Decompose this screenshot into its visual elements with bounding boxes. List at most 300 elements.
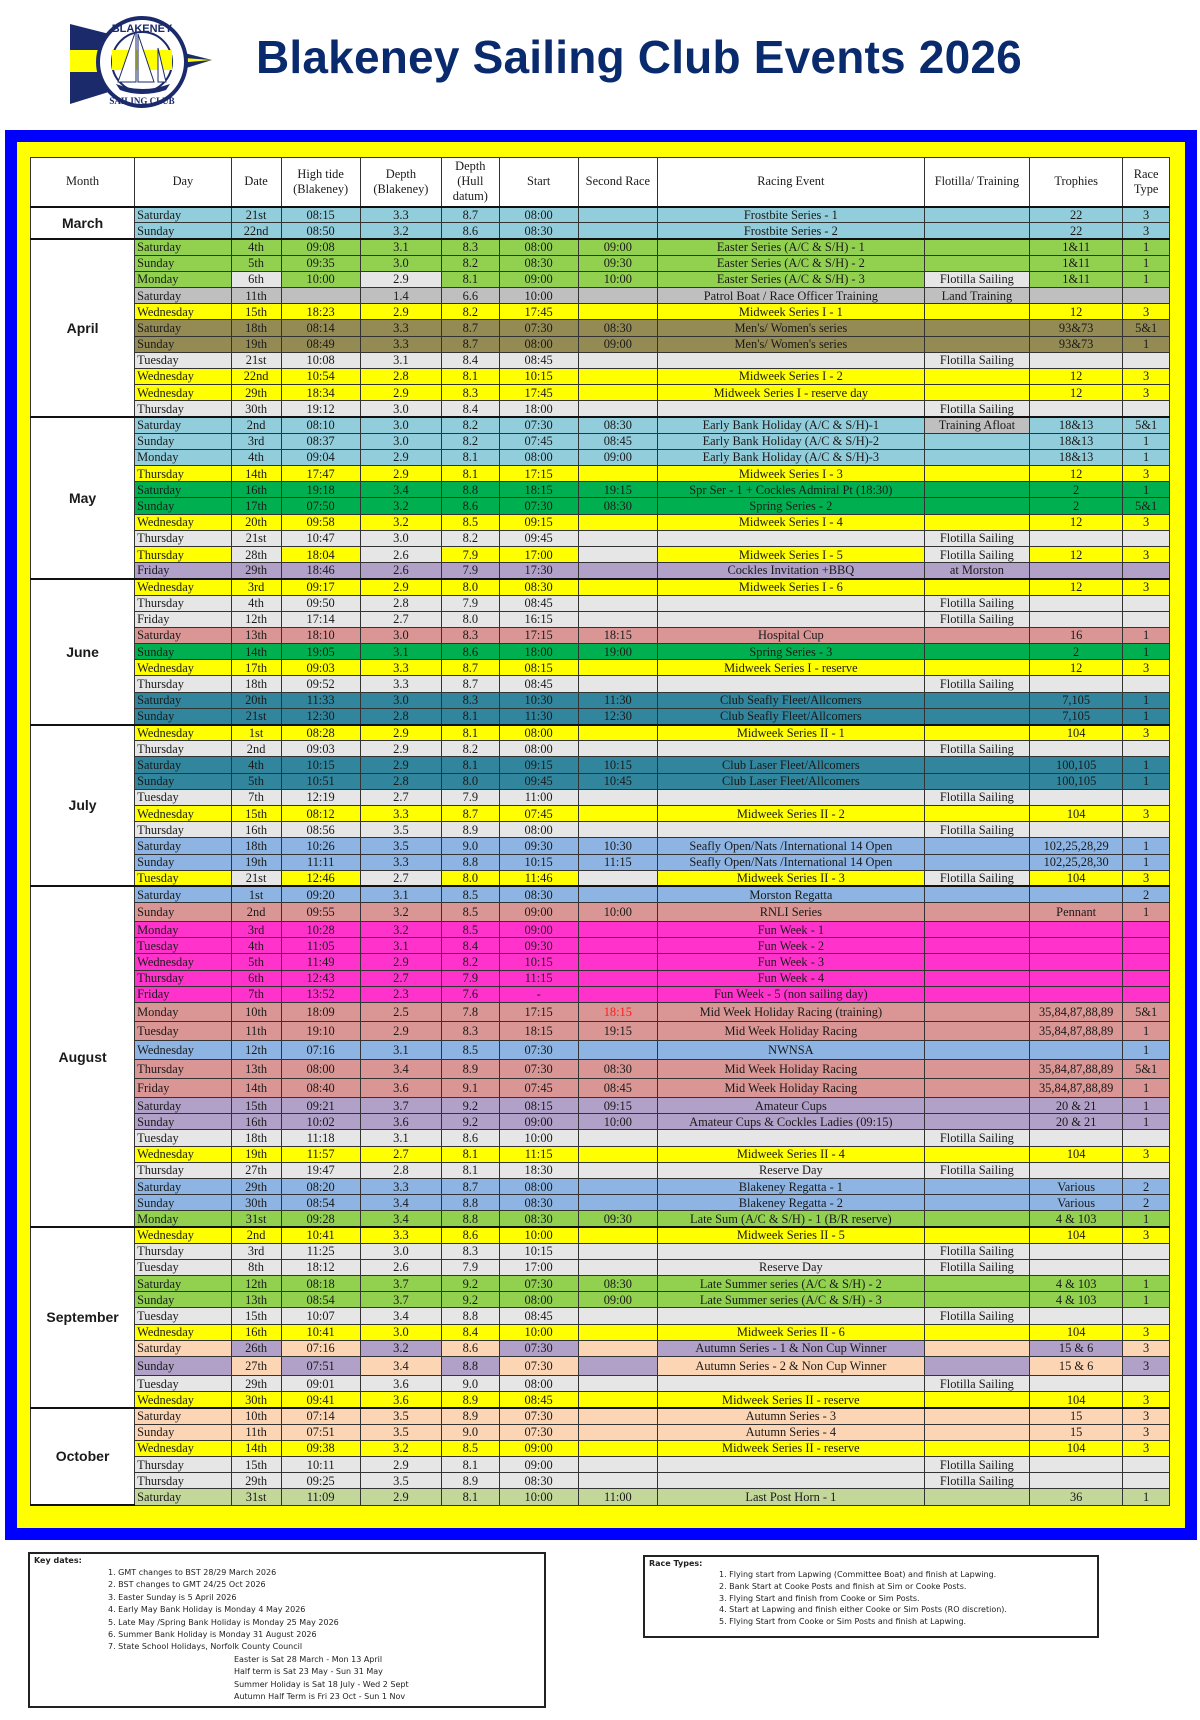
day-cell: Saturday (135, 417, 232, 433)
high-tide-cell: 08:12 (281, 805, 360, 821)
second-race-cell (578, 1357, 657, 1376)
depth-hull-cell: 8.6 (442, 223, 499, 239)
depth-hull-cell: 8.4 (442, 938, 499, 954)
depth-hull-cell: 7.9 (442, 563, 499, 579)
racing-event-cell: Midweek Series I - 2 (657, 368, 924, 384)
high-tide-cell: 11:09 (281, 1489, 360, 1505)
depth-blakeney-cell: 3.3 (360, 1178, 441, 1194)
table-row (31, 271, 1170, 287)
start-cell: 10:15 (499, 854, 578, 870)
race-type-cell: 1 (1123, 1079, 1170, 1098)
start-cell: 07:45 (499, 433, 578, 449)
flotilla-cell (924, 692, 1029, 708)
key-date-item: 2. BST changes to GMT 24/25 Oct 2026 (108, 1580, 266, 1590)
column-header: Racing Event (657, 158, 924, 207)
date-cell: 10th (231, 1003, 281, 1022)
second-race-cell: 08:30 (578, 417, 657, 433)
high-tide-cell: 09:03 (281, 660, 360, 676)
depth-hull-cell: 8.8 (442, 1211, 499, 1227)
key-date-item: 3. Easter Sunday is 5 April 2026 (108, 1592, 237, 1602)
table-row (31, 660, 1170, 676)
race-type-cell (1123, 986, 1170, 1002)
trophies-cell: 15 & 6 (1030, 1357, 1123, 1376)
table-row (31, 514, 1170, 530)
trophies-cell (1030, 1130, 1123, 1146)
flotilla-cell (924, 938, 1029, 954)
day-cell: Thursday (135, 1243, 232, 1259)
day-cell: Tuesday (135, 1022, 232, 1041)
start-cell: 10:15 (499, 368, 578, 384)
high-tide-cell: 09:04 (281, 449, 360, 465)
high-tide-cell: 18:12 (281, 1259, 360, 1275)
racing-event-cell: Hospital Cup (657, 627, 924, 643)
trophies-cell: 35,84,87,88,89 (1030, 1060, 1123, 1079)
depth-hull-cell: 8.0 (442, 773, 499, 789)
second-race-cell: 11:30 (578, 692, 657, 708)
day-cell: Saturday (135, 692, 232, 708)
depth-blakeney-cell: 2.9 (360, 725, 441, 741)
second-race-cell (578, 466, 657, 482)
flotilla-cell (924, 255, 1029, 271)
high-tide-cell: 11:18 (281, 1130, 360, 1146)
table-row (31, 1424, 1170, 1440)
racing-event-cell: Midweek Series II - 1 (657, 725, 924, 741)
second-race-cell (578, 1195, 657, 1211)
table-row (31, 1392, 1170, 1408)
flotilla-cell: Flotilla Sailing (924, 352, 1029, 368)
racing-event-cell: Midweek Series I - 1 (657, 304, 924, 320)
high-tide-cell: 11:49 (281, 954, 360, 970)
race-type-cell: 3 (1123, 805, 1170, 821)
trophies-cell: 18&13 (1030, 417, 1123, 433)
day-cell: Tuesday (135, 1308, 232, 1324)
key-dates-box (28, 1552, 546, 1708)
trophies-cell: 18&13 (1030, 433, 1123, 449)
day-cell: Saturday (135, 320, 232, 336)
racing-event-cell: Morston Regatta (657, 886, 924, 902)
race-type-cell: 3 (1123, 1324, 1170, 1340)
column-header: Start (499, 158, 578, 207)
trophies-cell (1030, 1259, 1123, 1275)
flotilla-cell (924, 954, 1029, 970)
date-cell: 15th (231, 1456, 281, 1472)
start-cell: 17:45 (499, 304, 578, 320)
racing-event-cell (657, 1456, 924, 1472)
trophies-cell: 104 (1030, 1227, 1123, 1243)
depth-hull-cell: 8.1 (442, 1489, 499, 1505)
table-row (31, 320, 1170, 336)
start-cell: 08:00 (499, 822, 578, 838)
trophies-cell (1030, 822, 1123, 838)
race-type-cell: 1 (1123, 627, 1170, 643)
date-cell: 14th (231, 466, 281, 482)
start-cell: 09:15 (499, 514, 578, 530)
date-cell: 2nd (231, 1227, 281, 1243)
month-cell: October (31, 1408, 135, 1505)
racing-event-cell: Men's/ Women's series (657, 336, 924, 352)
depth-blakeney-cell: 2.7 (360, 870, 441, 886)
table-row (31, 644, 1170, 660)
second-race-cell: 10:00 (578, 903, 657, 922)
depth-hull-cell: 8.6 (442, 498, 499, 514)
flotilla-cell (924, 854, 1029, 870)
flotilla-cell (924, 1340, 1029, 1356)
depth-hull-cell: 8.8 (442, 1195, 499, 1211)
table-row (31, 1473, 1170, 1489)
high-tide-cell (281, 287, 360, 303)
day-cell: Thursday (135, 741, 232, 757)
table-row (31, 986, 1170, 1002)
depth-blakeney-cell: 3.2 (360, 922, 441, 938)
table-row (31, 1098, 1170, 1114)
date-cell: 21st (231, 708, 281, 724)
second-race-cell: 11:15 (578, 854, 657, 870)
racing-event-cell: Midweek Series II - 5 (657, 1227, 924, 1243)
high-tide-cell: 12:46 (281, 870, 360, 886)
racing-event-cell: Amateur Cups & Cockles Ladies (09:15) (657, 1114, 924, 1130)
high-tide-cell: 08:10 (281, 417, 360, 433)
start-cell: 08:00 (499, 1376, 578, 1392)
table-row (31, 708, 1170, 724)
flotilla-cell: Flotilla Sailing (924, 401, 1029, 417)
race-type-cell (1123, 611, 1170, 627)
race-type-cell: 1 (1123, 854, 1170, 870)
start-cell: 11:46 (499, 870, 578, 886)
depth-blakeney-cell: 3.1 (360, 239, 441, 255)
trophies-cell (1030, 1456, 1123, 1472)
second-race-cell (578, 401, 657, 417)
depth-blakeney-cell: 3.5 (360, 1473, 441, 1489)
second-race-cell (578, 922, 657, 938)
date-cell: 29th (231, 1178, 281, 1194)
start-cell: 07:30 (499, 1060, 578, 1079)
day-cell: Wednesday (135, 725, 232, 741)
start-cell: 08:00 (499, 725, 578, 741)
race-type-cell (1123, 954, 1170, 970)
depth-hull-cell: 8.7 (442, 805, 499, 821)
depth-blakeney-cell: 3.6 (360, 1376, 441, 1392)
school-holiday-item: Easter is Sat 28 March - Mon 13 April (234, 1655, 383, 1664)
depth-hull-cell: 8.1 (442, 271, 499, 287)
start-cell: 17:15 (499, 466, 578, 482)
start-cell: 11:30 (499, 708, 578, 724)
trophies-cell: 4 & 103 (1030, 1276, 1123, 1292)
day-cell: Sunday (135, 1195, 232, 1211)
second-race-cell (578, 1473, 657, 1489)
day-cell: Saturday (135, 627, 232, 643)
depth-blakeney-cell: 3.2 (360, 514, 441, 530)
second-race-cell (578, 822, 657, 838)
race-type-cell: 3 (1123, 466, 1170, 482)
high-tide-cell: 09:50 (281, 595, 360, 611)
race-type-cell: 1 (1123, 1276, 1170, 1292)
race-type-cell (1123, 1376, 1170, 1392)
race-type-cell: 3 (1123, 304, 1170, 320)
start-cell: - (499, 986, 578, 1002)
trophies-cell: 7,105 (1030, 708, 1123, 724)
date-cell: 11th (231, 1022, 281, 1041)
depth-hull-cell: 8.1 (442, 725, 499, 741)
date-cell: 22nd (231, 368, 281, 384)
depth-blakeney-cell: 3.3 (360, 336, 441, 352)
flotilla-cell: Flotilla Sailing (924, 1456, 1029, 1472)
race-type-cell (1123, 741, 1170, 757)
day-cell: Saturday (135, 239, 232, 255)
start-cell: 10:15 (499, 954, 578, 970)
racing-event-cell: Seafly Open/Nats /International 14 Open (657, 854, 924, 870)
second-race-cell (578, 1243, 657, 1259)
trophies-cell: 102,25,28,30 (1030, 854, 1123, 870)
depth-hull-cell: 9.0 (442, 1376, 499, 1392)
flotilla-cell (924, 660, 1029, 676)
high-tide-cell: 08:49 (281, 336, 360, 352)
table-row (31, 805, 1170, 821)
second-race-cell: 19:15 (578, 482, 657, 498)
high-tide-cell: 18:34 (281, 385, 360, 401)
start-cell: 08:00 (499, 1178, 578, 1194)
table-row (31, 1440, 1170, 1456)
table-row (31, 741, 1170, 757)
high-tide-cell: 18:10 (281, 627, 360, 643)
flotilla-cell (924, 304, 1029, 320)
second-race-cell: 10:45 (578, 773, 657, 789)
day-cell: Friday (135, 1079, 232, 1098)
racing-event-cell: Club Seafly Fleet/Allcomers (657, 692, 924, 708)
racing-event-cell: Frostbite Series - 1 (657, 207, 924, 223)
day-cell: Thursday (135, 466, 232, 482)
second-race-cell (578, 611, 657, 627)
table-row (31, 938, 1170, 954)
flotilla-cell (924, 1424, 1029, 1440)
high-tide-cell: 08:56 (281, 822, 360, 838)
depth-hull-cell: 8.0 (442, 611, 499, 627)
race-type-cell: 3 (1123, 1440, 1170, 1456)
flotilla-cell (924, 922, 1029, 938)
month-cell: August (31, 886, 135, 1227)
flotilla-cell (924, 1324, 1029, 1340)
table-row (31, 287, 1170, 303)
race-types-title: Race Types: (649, 1559, 703, 1568)
start-cell: 07:45 (499, 1079, 578, 1098)
start-cell: 10:00 (499, 1227, 578, 1243)
day-cell: Wednesday (135, 954, 232, 970)
depth-blakeney-cell: 2.9 (360, 271, 441, 287)
start-cell: 11:15 (499, 970, 578, 986)
race-type-cell: 3 (1123, 579, 1170, 595)
depth-blakeney-cell: 3.2 (360, 223, 441, 239)
high-tide-cell: 19:05 (281, 644, 360, 660)
date-cell: 7th (231, 986, 281, 1002)
depth-blakeney-cell: 3.0 (360, 255, 441, 271)
start-cell: 08:00 (499, 207, 578, 223)
flotilla-cell (924, 1079, 1029, 1098)
depth-hull-cell: 9.2 (442, 1114, 499, 1130)
depth-hull-cell: 8.2 (442, 433, 499, 449)
depth-blakeney-cell: 2.6 (360, 1259, 441, 1275)
start-cell: 08:00 (499, 1292, 578, 1308)
high-tide-cell: 09:41 (281, 1392, 360, 1408)
racing-event-cell: Spring Series - 3 (657, 644, 924, 660)
date-cell: 19th (231, 336, 281, 352)
trophies-cell: 35,84,87,88,89 (1030, 1079, 1123, 1098)
high-tide-cell: 18:09 (281, 1003, 360, 1022)
trophies-cell: 15 (1030, 1424, 1123, 1440)
day-cell: Sunday (135, 708, 232, 724)
trophies-cell: 12 (1030, 660, 1123, 676)
racing-event-cell (657, 676, 924, 692)
flotilla-cell (924, 1098, 1029, 1114)
date-cell: 14th (231, 1079, 281, 1098)
table-row (31, 1162, 1170, 1178)
trophies-cell (1030, 886, 1123, 902)
start-cell: 09:00 (499, 1440, 578, 1456)
day-cell: Sunday (135, 1114, 232, 1130)
start-cell: 07:30 (499, 320, 578, 336)
second-race-cell: 08:30 (578, 498, 657, 514)
flotilla-cell (924, 1041, 1029, 1060)
trophies-cell: 15 & 6 (1030, 1340, 1123, 1356)
depth-hull-cell: 8.5 (442, 903, 499, 922)
second-race-cell (578, 1424, 657, 1440)
column-header: Date (231, 158, 281, 207)
race-type-cell: 2 (1123, 886, 1170, 902)
racing-event-cell: Midweek Series I - 3 (657, 466, 924, 482)
race-type-cell: 1 (1123, 1489, 1170, 1505)
racing-event-cell (657, 1130, 924, 1146)
racing-event-cell: Easter Series (A/C & S/H) - 2 (657, 255, 924, 271)
second-race-cell: 09:15 (578, 1098, 657, 1114)
start-cell: 08:45 (499, 595, 578, 611)
race-type-cell: 3 (1123, 1408, 1170, 1424)
column-header: High tide (Blakeney) (281, 158, 360, 207)
depth-hull-cell: 7.8 (442, 1003, 499, 1022)
depth-blakeney-cell: 2.9 (360, 741, 441, 757)
second-race-cell (578, 1456, 657, 1472)
high-tide-cell: 10:07 (281, 1308, 360, 1324)
flotilla-cell (924, 1276, 1029, 1292)
high-tide-cell: 19:47 (281, 1162, 360, 1178)
race-type-cell: 3 (1123, 660, 1170, 676)
flotilla-cell (924, 449, 1029, 465)
high-tide-cell: 12:43 (281, 970, 360, 986)
racing-event-cell: Fun Week - 1 (657, 922, 924, 938)
column-header: Month (31, 158, 135, 207)
racing-event-cell: Fun Week - 4 (657, 970, 924, 986)
start-cell: 08:00 (499, 336, 578, 352)
second-race-cell (578, 385, 657, 401)
day-cell: Monday (135, 922, 232, 938)
logo-burgee-icon (62, 12, 212, 112)
high-tide-cell: 10:26 (281, 838, 360, 854)
table-row (31, 595, 1170, 611)
racing-event-cell (657, 1473, 924, 1489)
flotilla-cell (924, 482, 1029, 498)
table-row (31, 1146, 1170, 1162)
high-tide-cell: 08:00 (281, 1060, 360, 1079)
race-type-cell (1123, 789, 1170, 805)
day-cell: Wednesday (135, 579, 232, 595)
racing-event-cell: Midweek Series I - reserve (657, 660, 924, 676)
flotilla-cell (924, 1022, 1029, 1041)
table-row (31, 1276, 1170, 1292)
race-type-cell: 2 (1123, 1178, 1170, 1194)
second-race-cell (578, 789, 657, 805)
depth-hull-cell: 8.7 (442, 336, 499, 352)
second-race-cell (578, 1440, 657, 1456)
depth-blakeney-cell: 3.4 (360, 1357, 441, 1376)
day-cell: Monday (135, 271, 232, 287)
table-row (31, 417, 1170, 433)
key-dates-title: Key dates: (34, 1556, 82, 1565)
high-tide-cell: 08:18 (281, 1276, 360, 1292)
depth-blakeney-cell: 2.7 (360, 1146, 441, 1162)
depth-blakeney-cell: 2.8 (360, 368, 441, 384)
high-tide-cell: 09:25 (281, 1473, 360, 1489)
race-type-item: 5. Flying Start from Cooke or Sim Posts and finish at Lapwing. (719, 1617, 967, 1627)
second-race-cell (578, 1376, 657, 1392)
race-type-cell: 1 (1123, 255, 1170, 271)
racing-event-cell: Midweek Series II - 4 (657, 1146, 924, 1162)
high-tide-cell: 18:46 (281, 563, 360, 579)
depth-blakeney-cell: 2.9 (360, 466, 441, 482)
trophies-cell: 12 (1030, 368, 1123, 384)
trophies-cell: 104 (1030, 1440, 1123, 1456)
high-tide-cell: 10:41 (281, 1227, 360, 1243)
race-type-cell: 3 (1123, 368, 1170, 384)
race-type-cell (1123, 970, 1170, 986)
depth-blakeney-cell: 3.6 (360, 1114, 441, 1130)
second-race-cell (578, 886, 657, 902)
depth-blakeney-cell: 2.9 (360, 1022, 441, 1041)
month-cell: September (31, 1227, 135, 1408)
trophies-cell: 15 (1030, 1408, 1123, 1424)
date-cell: 27th (231, 1357, 281, 1376)
second-race-cell: 08:45 (578, 433, 657, 449)
trophies-cell (1030, 938, 1123, 954)
date-cell: 17th (231, 660, 281, 676)
table-row (31, 1308, 1170, 1324)
table-row (31, 1114, 1170, 1130)
start-cell: 09:30 (499, 938, 578, 954)
race-type-cell: 1 (1123, 271, 1170, 287)
start-cell: 18:15 (499, 1022, 578, 1041)
flotilla-cell: Flotilla Sailing (924, 1162, 1029, 1178)
second-race-cell (578, 938, 657, 954)
day-cell: Tuesday (135, 1259, 232, 1275)
date-cell: 18th (231, 1130, 281, 1146)
depth-hull-cell: 8.9 (442, 1060, 499, 1079)
start-cell: 11:00 (499, 789, 578, 805)
flotilla-cell (924, 433, 1029, 449)
table-row (31, 433, 1170, 449)
second-race-cell: 08:30 (578, 1276, 657, 1292)
racing-event-cell: Seafly Open/Nats /International 14 Open (657, 838, 924, 854)
start-cell: 07:30 (499, 417, 578, 433)
start-cell: 16:15 (499, 611, 578, 627)
depth-blakeney-cell: 2.7 (360, 970, 441, 986)
table-row (31, 1259, 1170, 1275)
day-cell: Sunday (135, 644, 232, 660)
day-cell: Saturday (135, 1489, 232, 1505)
high-tide-cell: 11:25 (281, 1243, 360, 1259)
trophies-cell: 104 (1030, 1324, 1123, 1340)
depth-blakeney-cell: 3.1 (360, 352, 441, 368)
high-tide-cell: 09:58 (281, 514, 360, 530)
second-race-cell (578, 954, 657, 970)
flotilla-cell (924, 986, 1029, 1002)
day-cell: Wednesday (135, 1041, 232, 1060)
table-row (31, 954, 1170, 970)
